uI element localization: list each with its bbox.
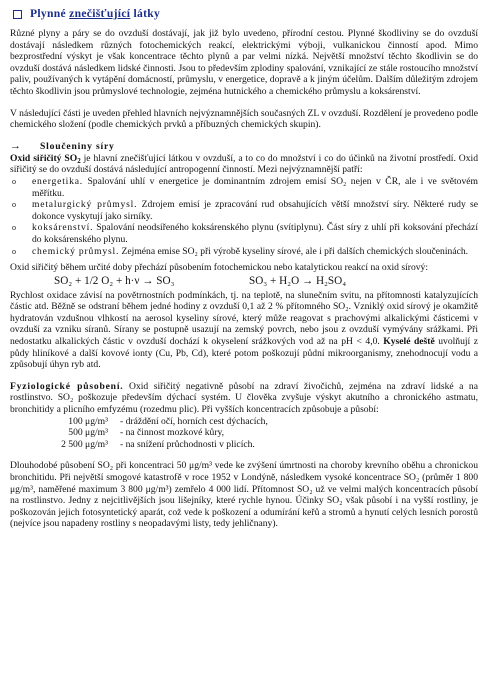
rate-paragraph: Rychlost oxidace závisí na povětrnostních podmínkách, tj. na teplotě, na slunečním svitu, na přítomnosti katalyzujících částic atd. Běžně se odstraní během jedné hodiny z ovzduší 0,1 až 2 % přítomného SO₂. Vzniklý oxid sírový je okamžitě hydratován vzdušnou vlhkostí na aerosol kyseliny sírové, který může reagovat s prachovými alkalickými částicemi v ovzduší za vzniku síranů. Sírany se postupně usazují na zemský povrch, nebo jsou z ovzduší vymývány srážkami. Při nedostatku alkalických částic v ovzduší dochází k okyselení srážkových vod až na pH < 4,0. Kyselé deště uvolňují z půdy hliníkové a další kovové ionty (Cu, Pb, Cd), které potom poškozují půdní mikroorganismy, znehodnocují vodu a způsobují úhyn ryb atd. [10,289,478,371]
equations [10,274,478,290]
circle-bullet-icon: o [12,246,16,256]
sources-list [10,176,478,257]
list-item: 100 μg/m³ - dráždění očí, horních cest dýchacích, [68,415,268,427]
final-paragraph: Dlouhodobé působení SO₂ při koncentraci 50 μg/m³ vede ke zvýšení úmrtnosti na choroby krevního oběhu a chronickou bronchitidu. Při největší smogové katastrofě v roce 1952 v Londýně, následkem vysoké koncentrace SO₂ (průměr 1 800 μg/m³, naměřené maximum 3 800 μg/m³) zemřelo 4 000 lidí. Přítomnost SO₂ už ve velmi malých koncentracích působí na rostlinstvo. Jedny z nejcitlivějších jsou lišejníky, které rychle hynou. Účinky SO₂ však působí i na vyšší rostliny, je poškozován jejich fotosyntetický aparát, což vede k poškození a odumírání keřů a stromů a hynutí celých lesních porostů (nejvíce jsou napadeny rostliny s neopadavými listy, tedy jehličnany). [10,460,478,530]
arrow-right-icon: → [10,139,21,152]
list-item: o energetika. Spalování uhlí v energetice je dominantním zdrojem emisí SO₂ nejen v ČR, ale i ve světovém měřítku. [12,175,478,199]
circle-bullet-icon: o [12,176,16,186]
list-item: o metalurgický průmysl. Zdrojem emisí je zpracování rud obsahujících větší množství síry. Některé rudy se dokonce vyskytují jako sirníky. [12,199,478,222]
list-item: 2 500 μg/m³ - na snížení průchodnosti v plicích. [61,438,255,450]
equation-1: SO₂ + 1/2 O₂ + h·ν → SO₃ [54,274,175,287]
so2-paragraph: Oxid siřičitý $SO_2$ je hlavní znečišťující látkou v ovzduší, a to co do množství i co do účinků na životní prostředí. Oxid siřičitý se do ovzduší dostává následující antropogenní činností. Mezi nejvýznamnější patří: [10,152,478,176]
sections-intro-paragraph: V následující části je uveden přehled hlavních nejvýznamnějších současných ZL v ovzduší. Rozdělení je provedeno podle chemického složení (podle chemických prvků a příbuzných chemických skupin). [10,107,478,131]
concentration-list [10,416,478,451]
circle-bullet-icon: o [12,200,16,210]
equation-2: SO₃ + H₂O → H₂SO₄ [249,274,347,287]
section-label: Sloučeniny síry [40,140,115,152]
section-heading [10,141,478,153]
circle-bullet-icon: o [12,223,16,233]
intro-paragraph: Různé plyny a páry se do ovzduší dostávají, jak již bylo uvedeno, přírodní cestou. Plynné škodliviny se do ovzduší dostávají následkem různých fotochemických reakcí, elektrickými výboji, vulkanickou činností apod. Mimo bezprostřední výskyt je však koncentrace těchto plynů a par velmi nízká. Největší množství těchto škodlivin se do ovzduší dostává následkem lidské činnosti. Jsou to především zplodiny spalování, vznikající ze stále rostoucího množství paliv, používaných k vytápění domácností, průmyslu, v energetice, dopravě a k jiným účelům. Dalším důležitým zdrojem těchto škodlivin jsou průmyslové technologie, zejména hutnického a chemického průmyslu a koksárenství. [10,28,478,97]
heading [10,6,478,22]
list-item: 500 μg/m³ - na činnost mozkové kůry, [68,427,225,439]
page-title: Plynné znečišťující látky [30,7,161,21]
square-bullet-icon [13,10,22,19]
physiology-paragraph: Fyziologické působení. Oxid siřičitý negativně působí na zdraví živočichů, zejména na zdraví lidské a na rostlinstvo. SO₂ poškozuje především dýchací systém. U člověka zvyšuje výskyt akutního a chronického astmatu, bronchitidy a plicního emfyzému (rozedmu plic). Při vyšších koncentracích způsobuje a působí: [10,380,478,416]
list-item: o chemický průmysl. Zejména emise SO₂ při výrobě kyseliny sírové, ale i při dalších chemických sloučeninách. [12,245,469,257]
list-item: o koksárenství. Spalování neodsířeného koksárenského plynu (svítiplynu). Část síry z uhlí při koksování přechází do koksárenského plynu. [12,222,478,245]
oxidation-intro: Oxid siřičitý během určité doby přechází působením fotochemickou nebo katalytickou reakcí na oxid sírový: [10,262,429,274]
